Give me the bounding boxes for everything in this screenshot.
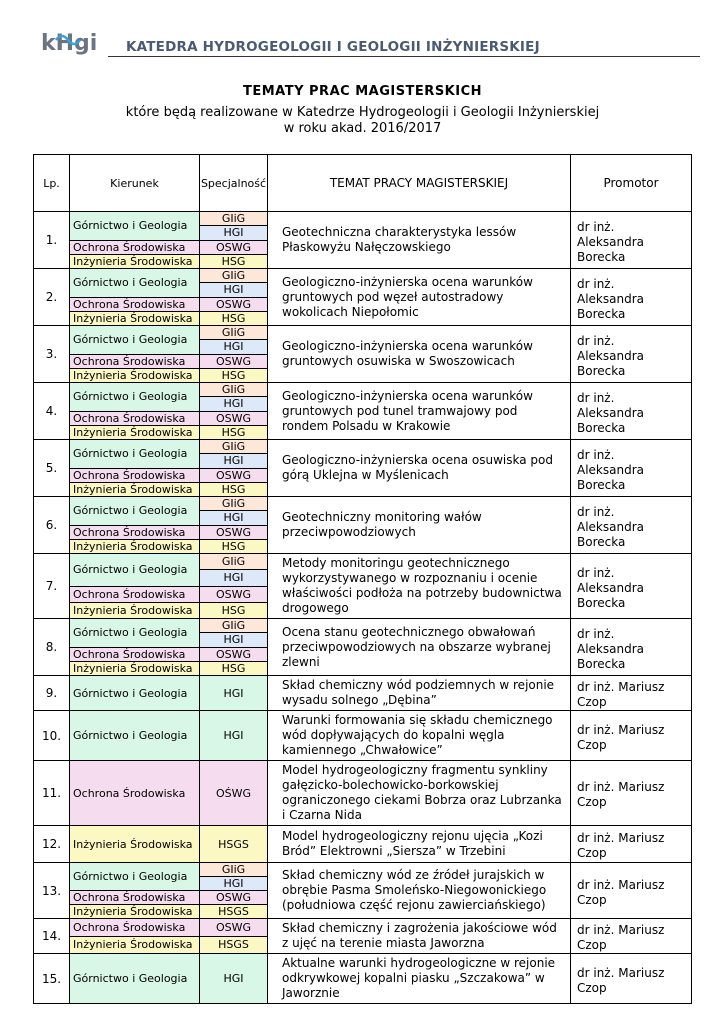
promotor-cell: dr inż. Aleksandra Borecka (571, 326, 692, 383)
specjalnosc-cell: HSG (200, 254, 268, 268)
promotor-cell: dr inż. Aleksandra Borecka (571, 440, 692, 497)
row-number: 4. (34, 383, 70, 440)
header-promotor: Promotor (571, 155, 692, 212)
specjalnosc-cell: HGI (200, 877, 268, 891)
kierunek-cell: Górnictwo i Geologia (70, 863, 200, 891)
specjalnosc-cell: OSWG (200, 586, 268, 602)
specjalnosc-cell: OŚWG (200, 761, 268, 826)
topic-cell: Skład chemiczny wód podziemnych w rejonie wysadu solnego „Dębina” (268, 676, 571, 711)
kierunek-cell: Ochrona Środowiska (70, 919, 200, 937)
kierunek-cell: Górnictwo i Geologia (70, 326, 200, 355)
row-number: 11. (34, 761, 70, 826)
specjalnosc-cell: HGI (200, 633, 268, 647)
topic-cell: Skład chemiczny wód ze źródeł jurajskich w obrębie Pasma Smoleńsko-Niegowonickiego (południowa część rejonu zawierciańskiego) (268, 863, 571, 919)
row-number: 10. (34, 711, 70, 761)
table-row (34, 826, 692, 863)
row-number: 12. (34, 826, 70, 863)
row-number: 1. (34, 212, 70, 269)
row-number: 14. (34, 919, 70, 954)
kierunek-cell: Ochrona Środowiska (70, 240, 200, 254)
row-number: 13. (34, 863, 70, 919)
topic-cell: Geologiczno-inżynierska ocena warunków gruntowych osuwiska w Swoszowicach (268, 326, 571, 383)
department-title: KATEDRA HYDROGEOLOGII I GEOLOGII INŻYNIERSKIEJ (126, 39, 540, 55)
table-row (34, 711, 692, 761)
specjalnosc-cell: GIiG (200, 497, 268, 511)
kierunek-cell: Ochrona Środowiska (70, 891, 200, 905)
kierunek-cell: Inżynieria Środowiska (70, 425, 200, 439)
specjalnosc-cell: HGI (200, 340, 268, 354)
row-number: 15. (34, 954, 70, 1004)
specjalnosc-cell: HSG (200, 482, 268, 496)
topic-cell: Aktualne warunki hydrogeologiczne w rejonie odkrywkowej kopalni piasku „Szczakowa” w Jaworznie (268, 954, 571, 1004)
specjalnosc-cell: HSGS (200, 826, 268, 863)
promotor-cell: dr inż. Mariusz Czop (571, 761, 692, 826)
specjalnosc-cell: HSGS (200, 936, 268, 954)
kierunek-cell: Ochrona Środowiska (70, 761, 200, 826)
topic-cell: Geologiczno-inżynierska ocena osuwiska pod górą Uklejna w Myślenicach (268, 440, 571, 497)
document-title: TEMATY PRAC MAGISTERSKICH (242, 84, 483, 99)
specjalnosc-cell: GIiG (200, 554, 268, 570)
row-number: 7. (34, 554, 70, 619)
promotor-cell: dr inż. Aleksandra Borecka (571, 554, 692, 619)
specjalnosc-cell: HSG (200, 602, 268, 618)
specjalnosc-cell: GIiG (200, 269, 268, 283)
specjalnosc-cell: OSWG (200, 647, 268, 661)
kierunek-cell: Inżynieria Środowiska (70, 936, 200, 954)
specjalnosc-cell: GIiG (200, 326, 268, 340)
topic-cell: Geotechniczny monitoring wałów przeciwpowodziowych (268, 497, 571, 554)
table-row (34, 954, 692, 1004)
specjalnosc-cell: HGI (200, 511, 268, 525)
promotor-cell: dr inż. Mariusz Czop (571, 863, 692, 919)
kierunek-cell: Górnictwo i Geologia (70, 711, 200, 761)
specjalnosc-cell: HGI (200, 711, 268, 761)
header-topic: TEMAT PRACY MAGISTERSKIEJ (268, 155, 571, 212)
document-subtitle: które będą realizowane w Katedrze Hydrogeologii i Geologii Inżynierskiej (125, 105, 600, 120)
promotor-cell: dr inż. Aleksandra Borecka (571, 383, 692, 440)
specjalnosc-cell: OSWG (200, 354, 268, 368)
kierunek-cell: Górnictwo i Geologia (70, 954, 200, 1004)
specjalnosc-cell: OSWG (200, 525, 268, 539)
promotor-cell: dr inż. Aleksandra Borecka (571, 212, 692, 269)
specjalnosc-cell: HSG (200, 368, 268, 382)
kierunek-cell: Inżynieria Środowiska (70, 539, 200, 553)
kierunek-cell: Górnictwo i Geologia (70, 212, 200, 241)
specjalnosc-cell: GIiG (200, 440, 268, 454)
table-row (34, 919, 692, 937)
specjalnosc-cell: HGI (200, 954, 268, 1004)
promotor-cell: dr inż. Mariusz Czop (571, 826, 692, 863)
kierunek-cell: Ochrona Środowiska (70, 586, 200, 602)
specjalnosc-cell: HGI (200, 397, 268, 411)
specjalnosc-cell: GIiG (200, 619, 268, 633)
table-row (34, 440, 692, 454)
row-number: 3. (34, 326, 70, 383)
specjalnosc-cell: HSG (200, 539, 268, 553)
specjalnosc-cell: GIiG (200, 863, 268, 877)
khgi-logo (40, 26, 110, 60)
topic-cell: Geologiczno-inżynierska ocena warunków gruntowych pod tunel tramwajowy pod rondem Polsadu w Krakowie (268, 383, 571, 440)
kierunek-cell: Inżynieria Środowiska (70, 661, 200, 675)
specjalnosc-cell: HGI (200, 283, 268, 297)
kierunek-cell: Ochrona Środowiska (70, 297, 200, 311)
topic-cell: Ocena stanu geotechnicznego obwałowań przeciwpowodziowych na obszarze wybranej zlewni (268, 619, 571, 676)
specjalnosc-cell: OSWG (200, 297, 268, 311)
topic-cell: Geologiczno-inżynierska ocena warunków gruntowych pod węzeł autostradowy wokolicach Niepołomic (268, 269, 571, 326)
specjalnosc-cell: OSWG (200, 411, 268, 425)
specjalnosc-cell: HGI (200, 454, 268, 468)
specjalnosc-cell: HSG (200, 311, 268, 325)
kierunek-cell: Inżynieria Środowiska (70, 602, 200, 618)
kierunek-cell: Inżynieria Środowiska (70, 482, 200, 496)
table-row (34, 383, 692, 397)
table-row (34, 497, 692, 511)
specjalnosc-cell: HGI (200, 570, 268, 586)
kierunek-cell: Górnictwo i Geologia (70, 269, 200, 298)
specjalnosc-cell: HSG (200, 425, 268, 439)
specjalnosc-cell: HGI (200, 226, 268, 240)
promotor-cell: dr inż. Aleksandra Borecka (571, 497, 692, 554)
table-row (34, 269, 692, 283)
promotor-cell: dr inż. Mariusz Czop (571, 676, 692, 711)
promotor-cell: dr inż. Aleksandra Borecka (571, 619, 692, 676)
promotor-cell: dr inż. Aleksandra Borecka (571, 269, 692, 326)
topic-cell: Model hydrogeologiczny rejonu ujęcia „Kozi Bród” Elektrowni „Siersza” w Trzebini (268, 826, 571, 863)
row-number: 8. (34, 619, 70, 676)
header-kierunek: Kierunek (70, 155, 200, 212)
kierunek-cell: Inżynieria Środowiska (70, 826, 200, 863)
table-header-row (34, 155, 692, 212)
header-divider (108, 56, 700, 57)
kierunek-cell: Inżynieria Środowiska (70, 311, 200, 325)
table-body (34, 212, 692, 1004)
kierunek-cell: Inżynieria Środowiska (70, 368, 200, 382)
kierunek-cell: Ochrona Środowiska (70, 468, 200, 482)
kierunek-cell: Ochrona Środowiska (70, 354, 200, 368)
table-row (34, 554, 692, 570)
topic-cell: Model hydrogeologiczny fragmentu synkliny gałęzicko-bolechowicko-borkowskiej ograniczonego ciekami Bobrza oraz Lubrzanka i Czarna Nida (268, 761, 571, 826)
row-number: 9. (34, 676, 70, 711)
kierunek-cell: Inżynieria Środowiska (70, 905, 200, 919)
table-row (34, 619, 692, 633)
promotor-cell: dr inż. Mariusz Czop (571, 954, 692, 1004)
row-number: 2. (34, 269, 70, 326)
table-row (34, 761, 692, 826)
specjalnosc-cell: OSWG (200, 919, 268, 937)
table-row (34, 212, 692, 226)
table-row (34, 863, 692, 877)
kierunek-cell: Górnictwo i Geologia (70, 676, 200, 711)
specjalnosc-cell: OSWG (200, 891, 268, 905)
table-row (34, 676, 692, 711)
specjalnosc-cell: OSWG (200, 240, 268, 254)
kierunek-cell: Górnictwo i Geologia (70, 619, 200, 648)
row-number: 6. (34, 497, 70, 554)
kierunek-cell: Ochrona Środowiska (70, 525, 200, 539)
row-number: 5. (34, 440, 70, 497)
logo-text: kHgi (41, 31, 98, 56)
specjalnosc-cell: OSWG (200, 468, 268, 482)
kierunek-cell: Ochrona Środowiska (70, 647, 200, 661)
kierunek-cell: Górnictwo i Geologia (70, 497, 200, 526)
kierunek-cell: Górnictwo i Geologia (70, 554, 200, 587)
topic-cell: Skład chemiczny i zagrożenia jakościowe wód z ujęć na terenie miasta Jaworzna (268, 919, 571, 954)
topic-cell: Geotechniczna charakterystyka lessów Płaskowyżu Nałęczowskiego (268, 212, 571, 269)
promotor-cell: dr inż. Mariusz Czop (571, 711, 692, 761)
specjalnosc-cell: HSGS (200, 905, 268, 919)
specjalnosc-cell: GIiG (200, 383, 268, 397)
topic-cell: Metody monitoringu geotechnicznego wykorzystywanego w rozpoznaniu i ocenie właściwości podłoża na potrzeby budownictwa drogowego (268, 554, 571, 619)
specjalnosc-cell: HGI (200, 676, 268, 711)
header-lp: Lp. (34, 155, 70, 212)
promotor-cell: dr inż. Mariusz Czop (571, 919, 692, 954)
kierunek-cell: Ochrona Środowiska (70, 411, 200, 425)
specjalnosc-cell: HSG (200, 661, 268, 675)
kierunek-cell: Górnictwo i Geologia (70, 440, 200, 469)
academic-year: w roku akad. 2016/2017 (283, 121, 442, 136)
table-row (34, 326, 692, 340)
topics-table (33, 154, 692, 1004)
kierunek-cell: Inżynieria Środowiska (70, 254, 200, 268)
kierunek-cell: Górnictwo i Geologia (70, 383, 200, 412)
topic-cell: Warunki formowania się składu chemicznego wód dopływających do kopalni węgla kamiennego „Chwałowice” (268, 711, 571, 761)
specjalnosc-cell: GIiG (200, 212, 268, 226)
header-specjalnosc: Specjalność (200, 155, 268, 212)
